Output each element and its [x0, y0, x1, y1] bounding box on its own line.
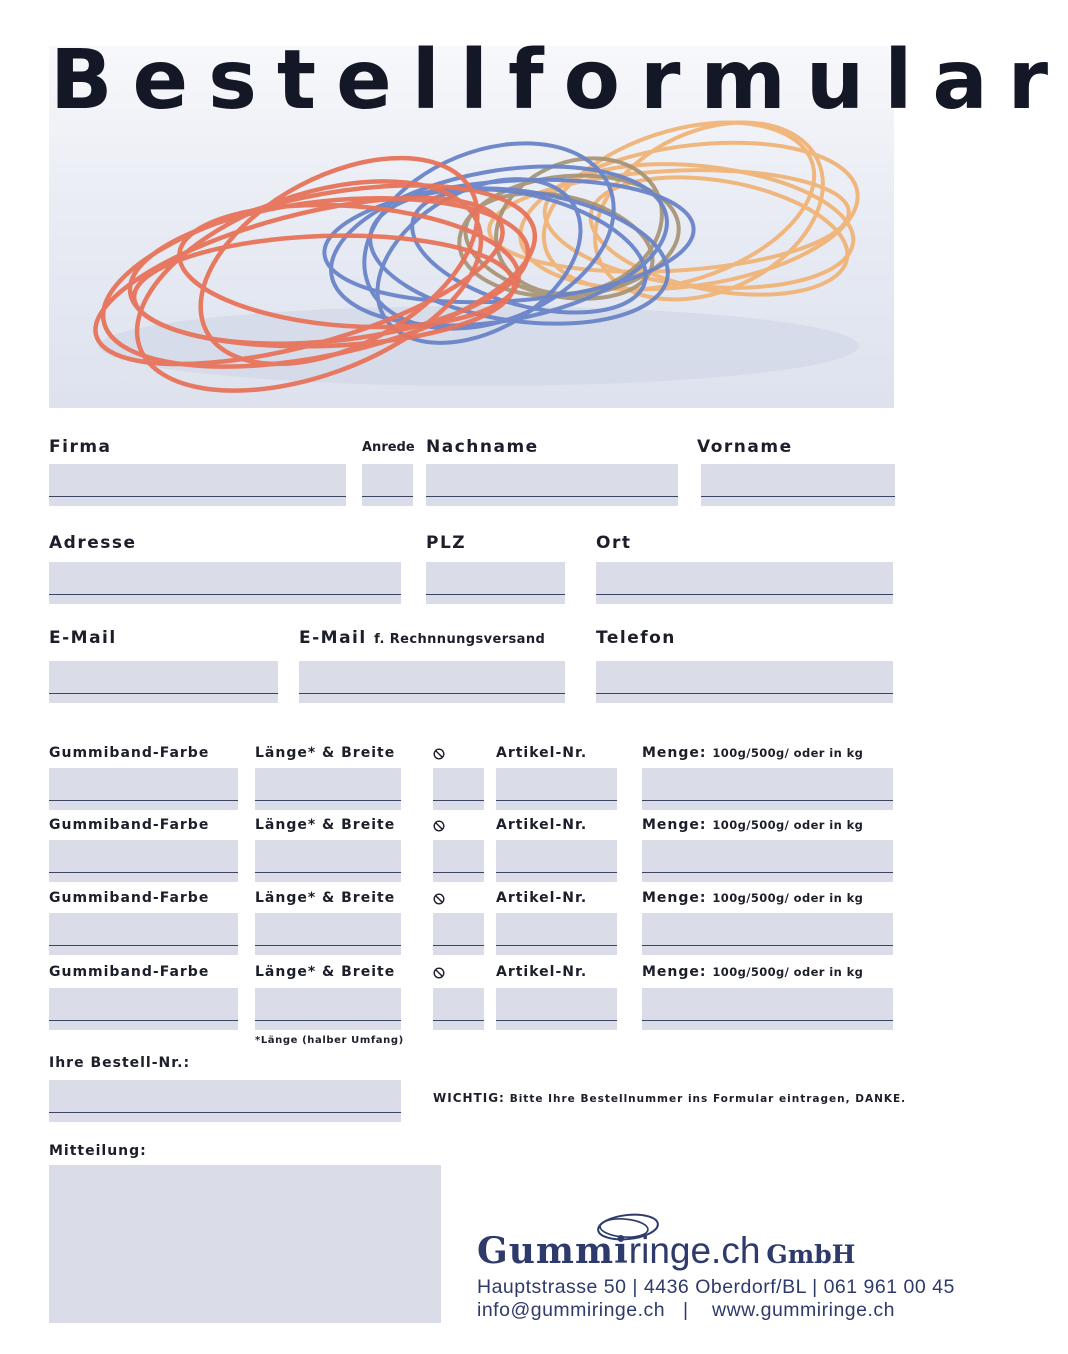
label-artikel-3: Artikel-Nr. — [496, 890, 588, 906]
important-notice — [433, 1091, 906, 1105]
firma-field[interactable] — [49, 464, 346, 506]
label-menge-4-main: Menge: — [642, 964, 707, 980]
artikel-field-2[interactable] — [496, 840, 617, 882]
telefon-field[interactable] — [596, 661, 893, 703]
nachname-field[interactable] — [426, 464, 678, 506]
laenge-field-3[interactable] — [255, 913, 401, 955]
label-menge-2 — [642, 817, 863, 833]
artikel-field-4[interactable] — [496, 988, 617, 1030]
label-menge-1-main: Menge: — [642, 745, 707, 761]
durchmesser-field-4[interactable] — [433, 988, 484, 1030]
label-menge-3 — [642, 890, 863, 906]
company-email[interactable]: info@gummiringe.ch — [477, 1299, 666, 1321]
label-email: E-Mail — [49, 628, 117, 648]
label-bestell-nr: Ihre Bestell-Nr.: — [49, 1055, 191, 1071]
label-vorname: Vorname — [697, 437, 793, 457]
durchmesser-field-3[interactable] — [433, 913, 484, 955]
laenge-field-1[interactable] — [255, 768, 401, 810]
company-contact-line — [477, 1299, 895, 1322]
label-email-invoice-main: E-Mail — [299, 628, 367, 648]
notice-bold: WICHTIG: — [433, 1091, 505, 1105]
page-title: Bestellformular — [50, 33, 1068, 128]
menge-field-2[interactable] — [642, 840, 893, 882]
adresse-field[interactable] — [49, 562, 401, 604]
label-email-invoice — [299, 628, 545, 648]
menge-field-3[interactable] — [642, 913, 893, 955]
farbe-field-4[interactable] — [49, 988, 238, 1030]
label-laenge-1: Länge* & Breite — [255, 745, 396, 761]
label-firma: Firma — [49, 437, 112, 457]
durchmesser-field-2[interactable] — [433, 840, 484, 882]
artikel-field-3[interactable] — [496, 913, 617, 955]
company-name-suffix: GmbH — [766, 1240, 856, 1269]
label-artikel-2: Artikel-Nr. — [496, 817, 588, 833]
label-menge-1-hint: 100g/500g/ oder in kg — [712, 746, 864, 760]
menge-field-1[interactable] — [642, 768, 893, 810]
plz-field[interactable] — [426, 562, 565, 604]
vorname-field[interactable] — [701, 464, 895, 506]
label-farbe-3: Gummiband-Farbe — [49, 890, 210, 906]
label-email-invoice-suffix: f. Rechnnungsversand — [374, 632, 546, 647]
label-menge-2-hint: 100g/500g/ oder in kg — [712, 818, 864, 832]
label-plz: PLZ — [426, 533, 467, 553]
company-name-light: ringe.ch — [628, 1230, 761, 1271]
company-name-bold: Gummi — [477, 1230, 629, 1272]
label-menge-1 — [642, 745, 863, 761]
anrede-field[interactable] — [362, 464, 413, 506]
label-laenge-2: Länge* & Breite — [255, 817, 396, 833]
laenge-field-4[interactable] — [255, 988, 401, 1030]
durchmesser-field-1[interactable] — [433, 768, 484, 810]
label-farbe-4: Gummiband-Farbe — [49, 964, 210, 980]
label-laenge-3: Länge* & Breite — [255, 890, 396, 906]
diameter-icon — [433, 967, 445, 979]
label-menge-3-main: Menge: — [642, 890, 707, 906]
farbe-field-2[interactable] — [49, 840, 238, 882]
label-ort: Ort — [596, 533, 632, 553]
label-farbe-2: Gummiband-Farbe — [49, 817, 210, 833]
label-menge-3-hint: 100g/500g/ oder in kg — [712, 891, 864, 905]
email-field[interactable] — [49, 661, 278, 703]
email-invoice-field[interactable] — [299, 661, 565, 703]
label-adresse: Adresse — [49, 533, 137, 553]
ort-field[interactable] — [596, 562, 893, 604]
diameter-icon — [433, 893, 445, 905]
farbe-field-3[interactable] — [49, 913, 238, 955]
label-menge-4-hint: 100g/500g/ oder in kg — [712, 965, 864, 979]
label-farbe-1: Gummiband-Farbe — [49, 745, 210, 761]
label-menge-2-main: Menge: — [642, 817, 707, 833]
label-artikel-4: Artikel-Nr. — [496, 964, 588, 980]
label-artikel-1: Artikel-Nr. — [496, 745, 588, 761]
diameter-icon — [433, 820, 445, 832]
label-menge-4 — [642, 964, 863, 980]
label-nachname: Nachname — [426, 437, 539, 457]
label-mitteilung: Mitteilung: — [49, 1143, 147, 1159]
company-address: Hauptstrasse 50 | 4436 Oberdorf/BL | 061 961 00 45 — [477, 1276, 955, 1298]
bestell-nr-field[interactable] — [49, 1080, 401, 1122]
menge-field-4[interactable] — [642, 988, 893, 1030]
footnote-laenge: *Länge (halber Umfang) — [255, 1035, 404, 1046]
farbe-field-1[interactable] — [49, 768, 238, 810]
label-anrede: Anrede — [362, 440, 415, 455]
label-telefon: Telefon — [596, 628, 676, 648]
diameter-icon — [433, 748, 445, 760]
company-name — [477, 1230, 855, 1272]
company-separator: | — [683, 1299, 689, 1321]
company-website[interactable]: www.gummiringe.ch — [712, 1299, 895, 1321]
laenge-field-2[interactable] — [255, 840, 401, 882]
notice-text: Bitte Ihre Bestellnummer ins Formular eintragen, DANKE. — [509, 1093, 907, 1105]
artikel-field-1[interactable] — [496, 768, 617, 810]
mitteilung-textarea[interactable] — [49, 1165, 441, 1323]
label-laenge-4: Länge* & Breite — [255, 964, 396, 980]
